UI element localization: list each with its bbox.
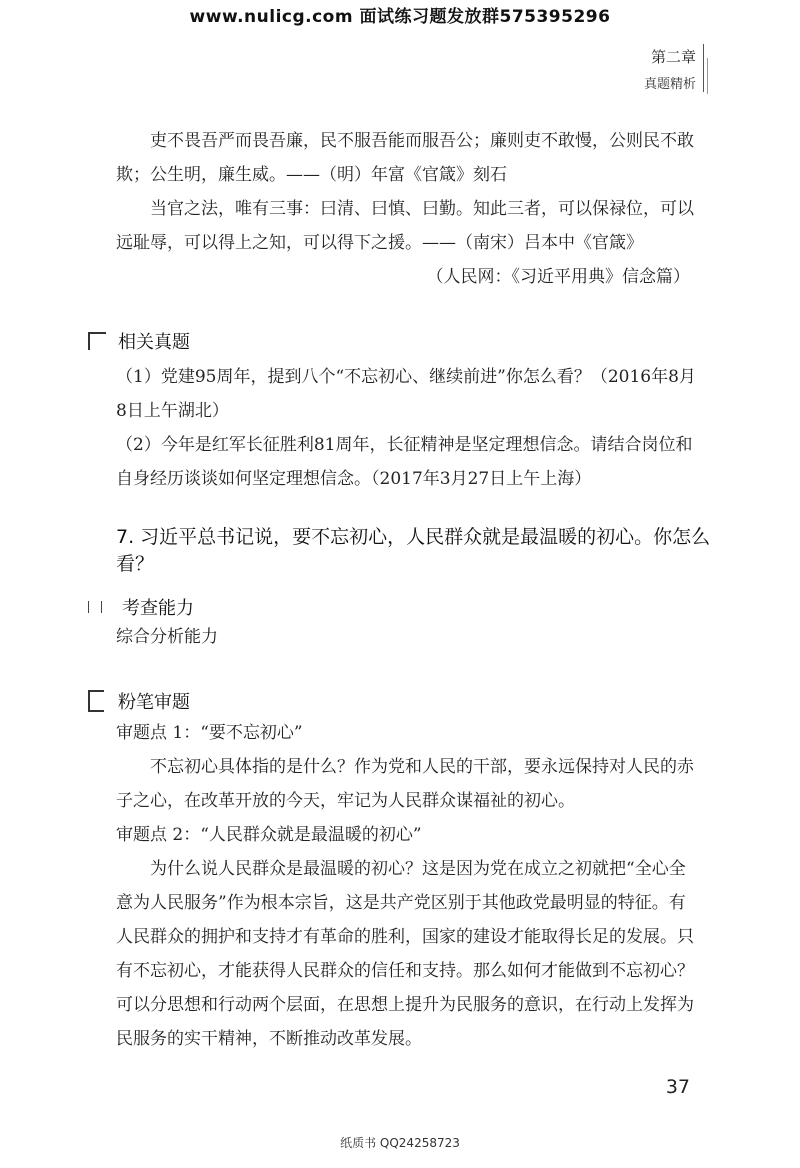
chapter-subtitle: 真题精析 <box>643 77 696 92</box>
related-heading-text: 相关真题 <box>118 332 190 353</box>
analysis-point1-title: 审题点 1：“要不忘初心” <box>116 723 303 743</box>
chapter-title: 第二章 <box>650 48 696 66</box>
chapter-divider-secondary <box>707 58 708 94</box>
chapter-header <box>644 46 696 92</box>
analysis-heading-text: 粉笔审题 <box>118 692 190 713</box>
analysis-section-heading <box>88 688 190 714</box>
analysis-point2-text: 为什么说人民群众是最温暖的初心？这是因为党在成立之初就把“全心全意为人民服务”作为根本宗旨，这是共产党区别于其他政党最明显的特征。有人民群众的拥护和支持才有革命的胜利，国家的建设才能取得长足的发展。只有不忘初心，才能获得人民群众的信任和支持。那么如何才能做到不忘初心？可以分思想和行动两个层面，在思想上提升为民服务的意识，在行动上发挥为民服务的实干精神，不断推动改革发展。 <box>116 859 694 1049</box>
question-title: 7. 习近平总书记说，要不忘初心，人民群众就是最温暖的初心。你怎么看？ <box>116 526 711 575</box>
ability-text: 综合分析能力 <box>116 627 218 647</box>
related-item-1: （1）党建95周年，提到八个“不忘初心、继续前进”你怎么看？（2016年8月8日上午湖北） <box>116 367 696 421</box>
related-section-heading <box>88 328 190 354</box>
top-watermark: www.nulicg.com 面试练习题发放群575395296 <box>189 7 611 27</box>
ability-heading-text: 考查能力 <box>122 598 194 619</box>
page-number: 37 <box>665 1076 690 1098</box>
ability-section-heading <box>88 594 194 620</box>
analysis-point2-title: 审题点 2：“人民群众就是最温暖的初心” <box>116 825 422 845</box>
quote-source: （人民网：《习近平用典》信念篇） <box>426 267 690 287</box>
related-item-2: （2）今年是红军长征胜利81周年，长征精神是坚定理想信念。请结合岗位和自身经历谈谈如何坚定理想信念。（2017年3月27日上午上海） <box>116 435 693 489</box>
flag-icon <box>88 690 104 712</box>
footer-watermark: 纸质书 QQ24258723 <box>340 1136 460 1150</box>
quote-paragraph-2: 当官之法，唯有三事：曰清、曰慎、曰勤。知此三者，可以保禄位，可以远耻辱，可以得上之知，可以得下之援。——（南宋）吕本中《官箴》 <box>116 199 694 253</box>
chapter-divider <box>703 44 704 92</box>
analysis-point1-text: 不忘初心具体指的是什么？作为党和人民的干部，要永远保持对人民的赤子之心，在改革开放的今天，牢记为人民群众谋福祉的初心。 <box>116 757 694 811</box>
ability-icon <box>88 601 102 613</box>
quote-paragraph-1: 吏不畏吾严而畏吾廉，民不服吾能而服吾公；廉则吏不敢慢，公则民不敢欺；公生明，廉生威。——（明）年富《官箴》刻石 <box>116 131 694 185</box>
document-icon <box>88 332 106 350</box>
